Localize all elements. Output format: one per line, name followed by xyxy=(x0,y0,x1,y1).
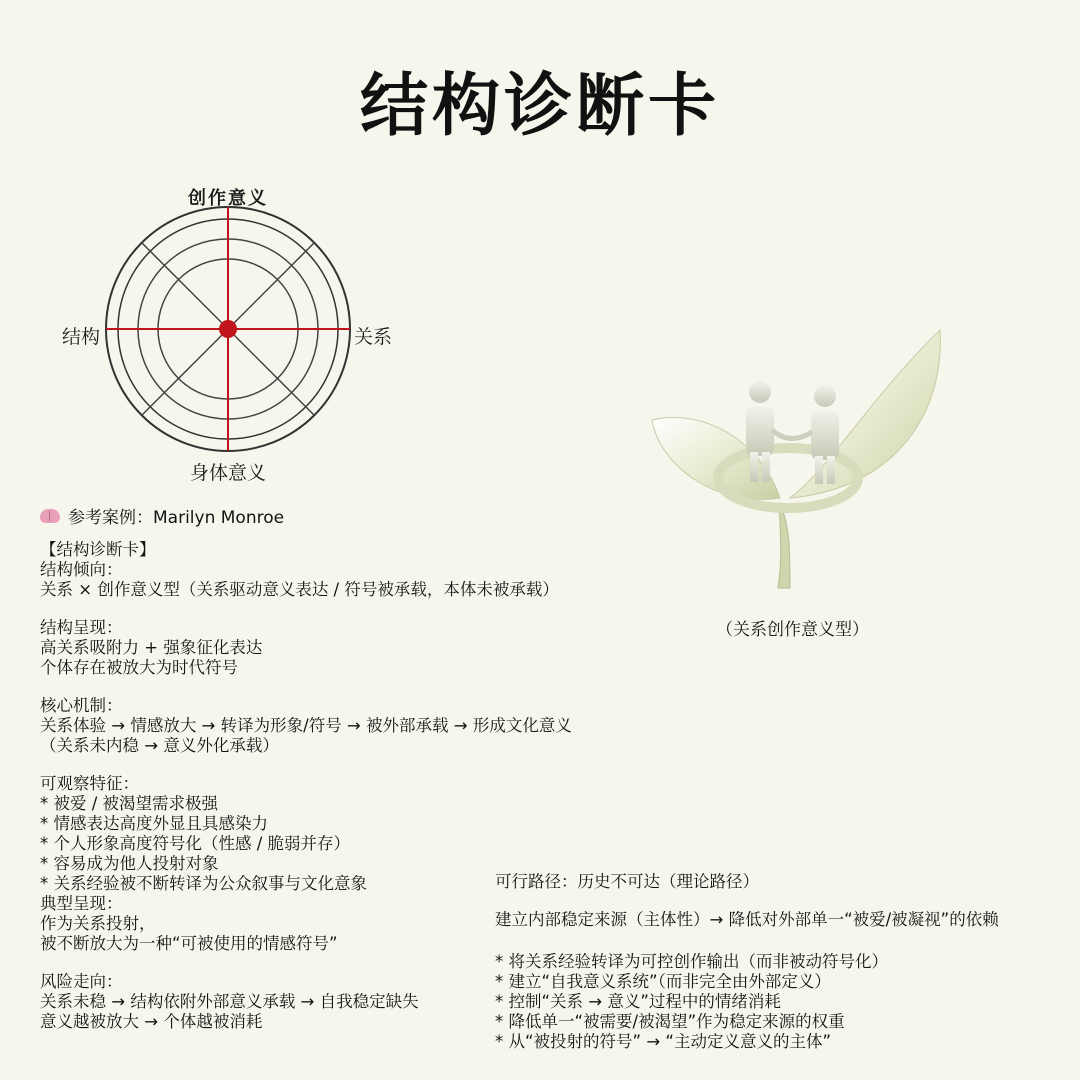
text-line: 作为关系投射， xyxy=(40,914,156,933)
held-hands xyxy=(772,430,812,439)
path-list xyxy=(495,952,888,1052)
page-title: 结构诊断卡 xyxy=(359,67,720,146)
text-line: 风险走向： xyxy=(40,972,123,991)
text-line: 关系未稳 → 结构依附外部意义承载 → 自我稳定缺失 xyxy=(40,992,419,1011)
path-item: * 从“被投射的符号” → “主动定义意义的主体” xyxy=(495,1032,832,1051)
text-line: * 被爱 / 被渴望需求极强 xyxy=(40,794,219,813)
text-line: 核心机制： xyxy=(40,696,123,715)
text-line: 结构倾向： xyxy=(40,560,123,579)
path-item: * 降低单一“被需要/被渴望”作为稳定来源的权重 xyxy=(495,1012,845,1031)
text-line: 【结构诊断卡】 xyxy=(40,540,156,559)
spacer xyxy=(40,600,510,618)
illustration-caption: （关系创作意义型） xyxy=(716,620,869,640)
path-item: * 控制“关系 → 意义”过程中的情绪消耗 xyxy=(495,992,781,1011)
radar-label-bottom: 身体意义 xyxy=(190,462,267,484)
text-line: * 情感表达高度外显且具感染力 xyxy=(40,814,268,833)
radar-center-dot xyxy=(219,320,237,338)
text-line: 关系体验 → 情感放大 → 转译为形象/符号 → 被外部承载 → 形成文化意义 xyxy=(40,716,572,735)
brain-icon xyxy=(40,509,60,523)
reference-text: 参考案例：Marilyn Monroe xyxy=(68,508,285,528)
text-line: * 关系经验被不断转译为公众叙事与文化意象 xyxy=(40,874,367,893)
text-line: 被不断放大为一种“可被使用的情感符号” xyxy=(40,934,338,953)
radar-label-right: 关系 xyxy=(354,326,393,348)
path-main: 建立内部稳定来源（主体性）→ 降低对外部单一“被爱/被凝视”的依赖 xyxy=(495,910,999,929)
text-line: * 个人形象高度符号化（性感 / 脆弱并存） xyxy=(40,834,351,853)
text-line: 关系 × 创作意义型（关系驱动意义表达 / 符号被承载，本体未被承载） xyxy=(40,580,559,599)
plant-stem xyxy=(778,503,790,588)
leaf-couple-icon xyxy=(640,318,960,598)
radar-diagram xyxy=(104,205,352,453)
spacer xyxy=(40,756,510,774)
diagnosis-text xyxy=(40,540,572,1032)
text-line: （关系未内稳 → 意义外化承载） xyxy=(40,736,279,755)
path-item: * 将关系经验转译为可控创作输出（而非被动符号化） xyxy=(495,952,888,971)
reference-case xyxy=(40,503,284,528)
text-line: 结构呈现： xyxy=(40,618,123,637)
text-line: 典型呈现： xyxy=(40,894,123,913)
radar-label-top: 创作意义 xyxy=(188,188,268,209)
text-line: 意义越被放大 → 个体越被消耗 xyxy=(40,1012,263,1031)
radar-label-left: 结构 xyxy=(62,326,101,348)
spacer xyxy=(40,954,510,972)
text-line: 个体存在被放大为时代符号 xyxy=(40,658,238,677)
spacer xyxy=(40,678,510,696)
text-line: * 容易成为他人投射对象 xyxy=(40,854,219,873)
path-item: * 建立“自我意义系统”（而非完全由外部定义） xyxy=(495,972,831,991)
text-line: 高关系吸附力 + 强象征化表达 xyxy=(40,638,263,657)
text-line: 可观察特征： xyxy=(40,774,139,793)
path-title: 可行路径：历史不可达（理论路径） xyxy=(495,872,759,891)
